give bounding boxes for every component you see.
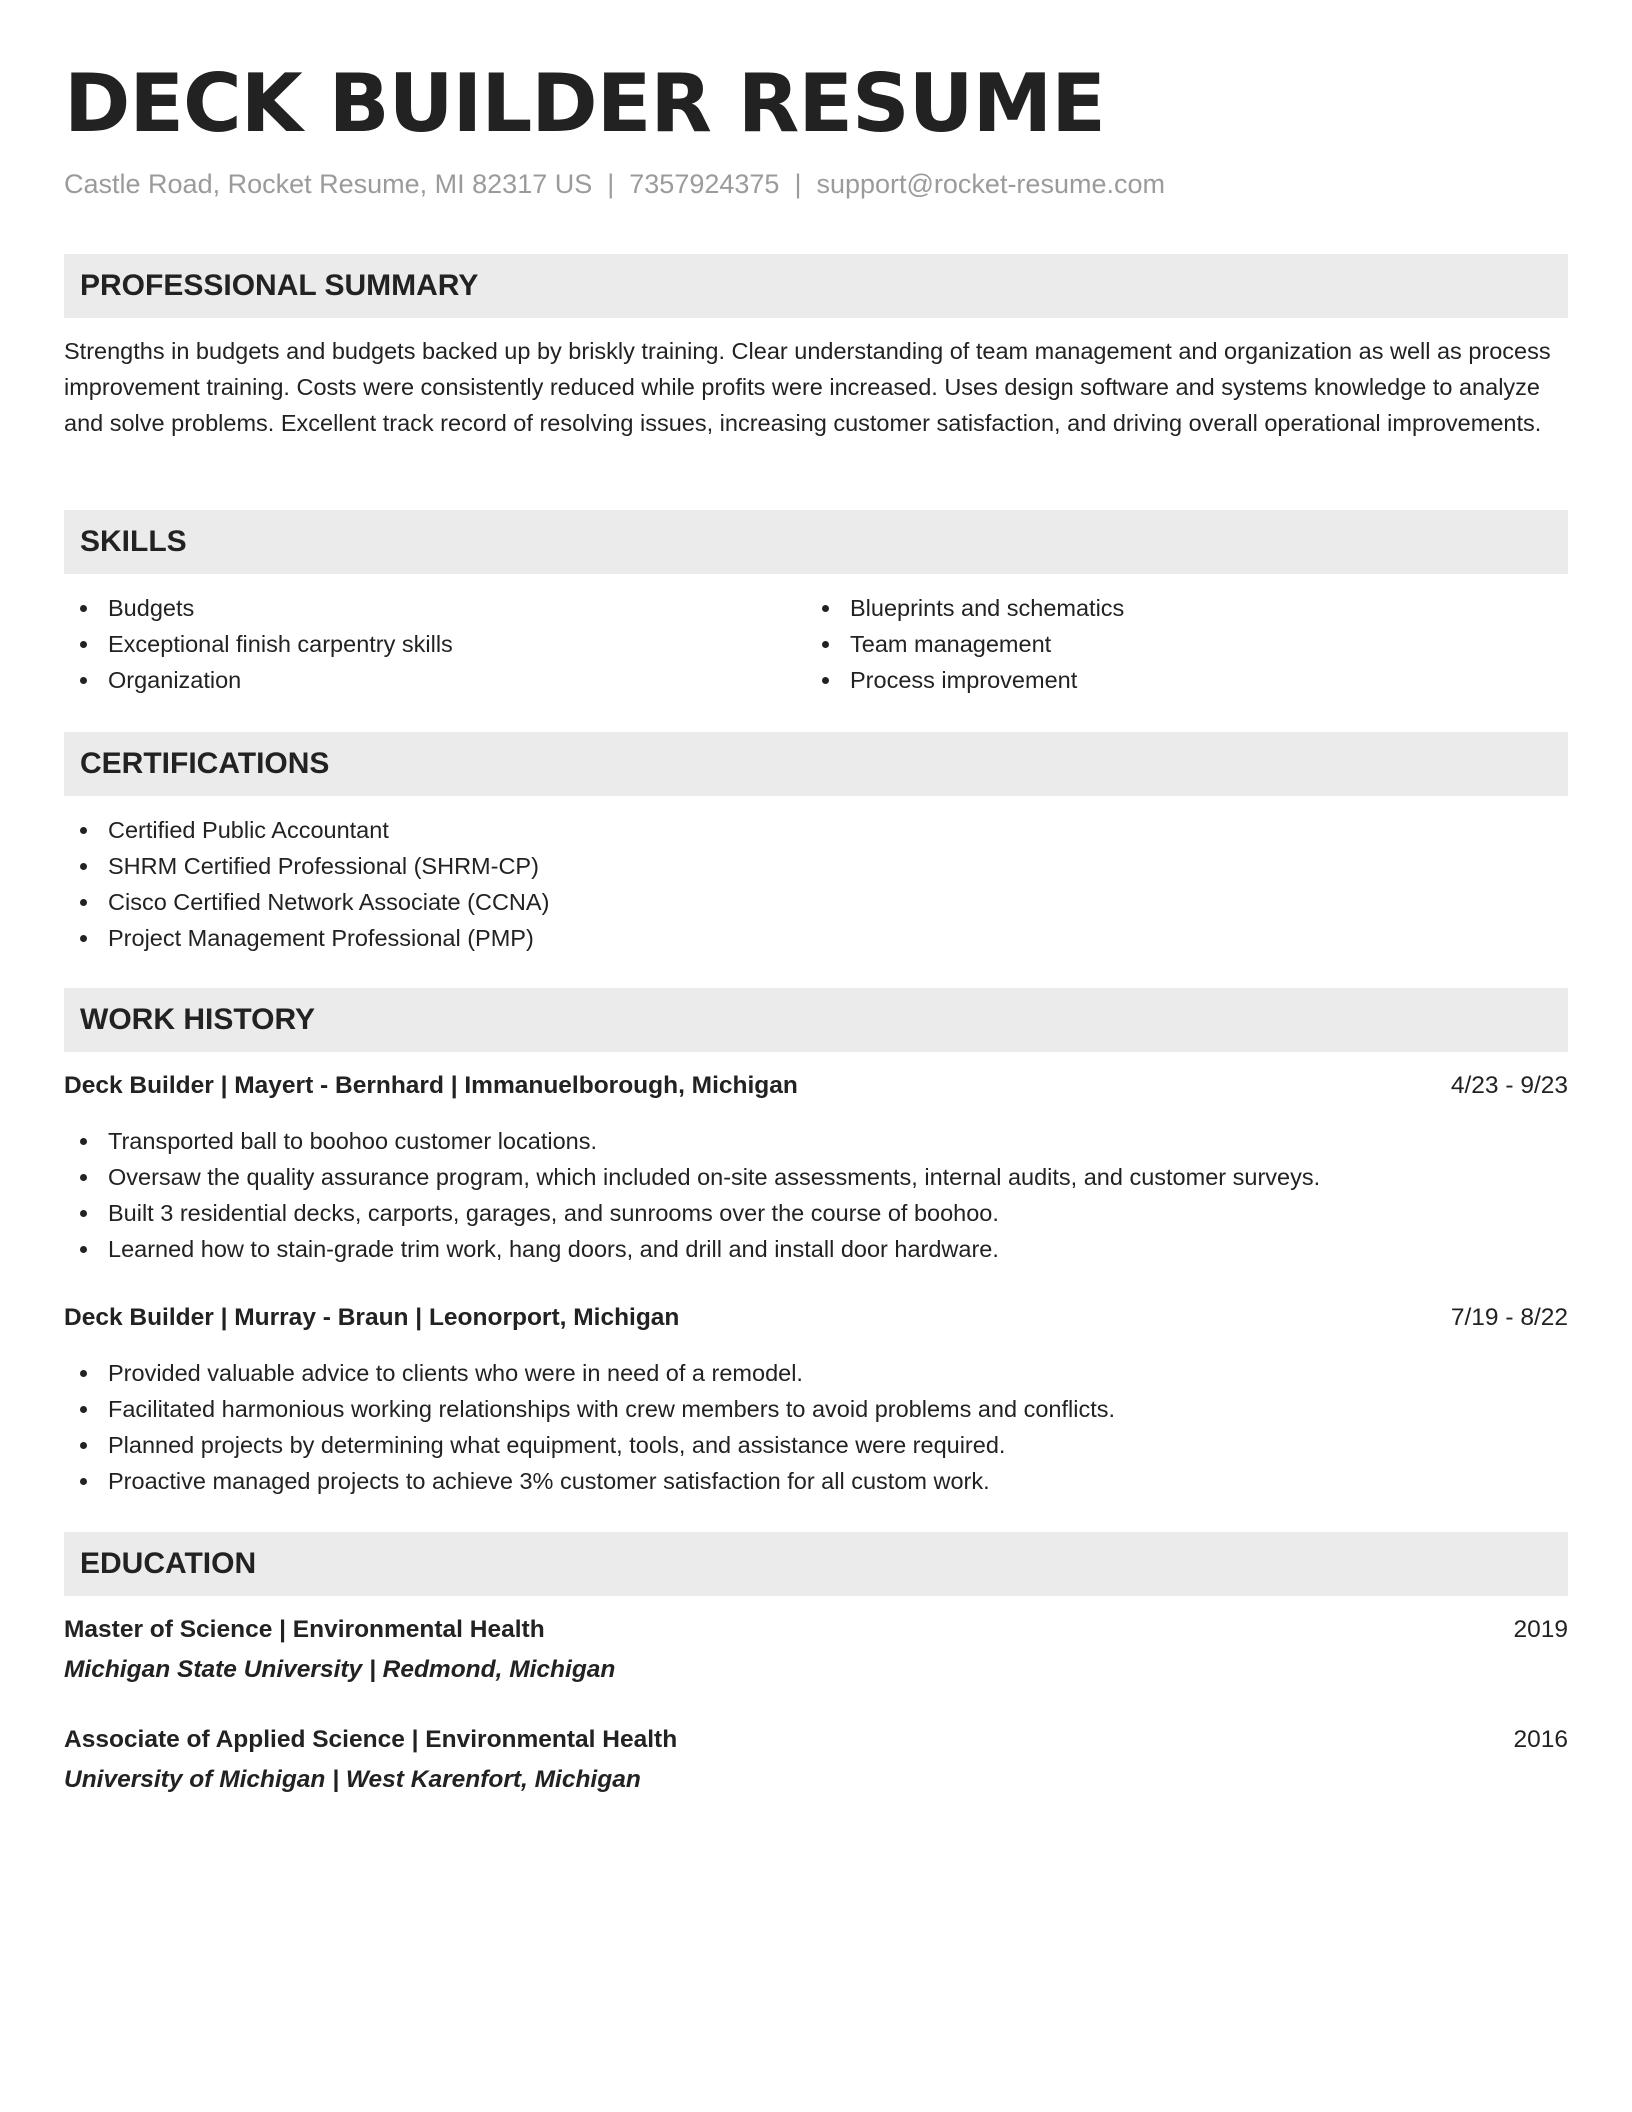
job-dates: 4/23 - 9/23 — [1450, 1072, 1568, 1099]
skills-list-left — [64, 590, 453, 698]
job-header — [64, 1068, 1568, 1104]
contact-separator: | — [607, 169, 615, 199]
job-title: Deck Builder | Mayert - Bernhard | Immanuelborough, Michigan — [64, 1072, 798, 1099]
skill-item: Exceptional finish carpentry skills — [64, 626, 453, 662]
job-bullets — [64, 1355, 1115, 1499]
skill-item: Team management — [806, 626, 1124, 662]
education-school: Michigan State University | Redmond, Michigan — [64, 1656, 616, 1683]
certifications-section-title: CERTIFICATIONS — [80, 747, 330, 780]
summary-text: Strengths in budgets and budgets backed up by briskly training. Clear understanding of team management and organization as well as process improvement training. Costs were consistently reduced while profits were increased. Uses design software and systems knowledge to analyze and solve problems. Excellent track record of resolving issues, increasing customer satisfaction, and driving overall operational improvements. — [64, 338, 1551, 436]
job-bullet: Planned projects by determining what equipment, tools, and assistance were required. — [64, 1427, 1115, 1463]
education-degree: Associate of Applied Science | Environmental Health — [64, 1726, 678, 1753]
contact-separator: | — [794, 169, 802, 199]
job-bullet: Learned how to stain-grade trim work, hang doors, and drill and install door hardware. — [64, 1231, 1320, 1267]
contact-address: Castle Road, Rocket Resume, MI 82317 US — [64, 169, 593, 199]
job-bullet: Built 3 residential decks, carports, garages, and sunrooms over the course of boohoo. — [64, 1195, 1320, 1231]
job-bullet: Oversaw the quality assurance program, which included on-site assessments, internal audits, and customer surveys. — [64, 1159, 1320, 1195]
job-bullet: Facilitated harmonious working relationships with crew members to avoid problems and conflicts. — [64, 1391, 1115, 1427]
job-dates: 7/19 - 8/22 — [1450, 1304, 1568, 1331]
certification-item: SHRM Certified Professional (SHRM-CP) — [64, 848, 549, 884]
contact-line — [64, 166, 1165, 202]
summary-section-title: PROFESSIONAL SUMMARY — [80, 269, 479, 302]
education-header — [64, 1722, 1568, 1758]
job-bullet: Provided valuable advice to clients who were in need of a remodel. — [64, 1355, 1115, 1391]
education-school: University of Michigan | West Karenfort, Michigan — [64, 1766, 641, 1793]
certifications-list — [64, 812, 549, 956]
summary-section-header — [64, 254, 1568, 318]
skills-section-header — [64, 510, 1568, 574]
work-section-title: WORK HISTORY — [80, 1003, 316, 1036]
education-section-title: EDUCATION — [80, 1547, 257, 1580]
education-header — [64, 1612, 1568, 1648]
contact-email: support@rocket-resume.com — [816, 169, 1165, 199]
work-section-header — [64, 988, 1568, 1052]
job-title: Deck Builder | Murray - Braun | Leonorport, Michigan — [64, 1304, 680, 1331]
education-degree: Master of Science | Environmental Health — [64, 1616, 545, 1643]
job-bullet: Transported ball to boohoo customer locations. — [64, 1123, 1320, 1159]
certification-item: Certified Public Accountant — [64, 812, 549, 848]
skill-item: Budgets — [64, 590, 453, 626]
job-header — [64, 1300, 1568, 1336]
contact-phone: 7357924375 — [629, 169, 780, 199]
skill-item: Organization — [64, 662, 453, 698]
skill-item: Process improvement — [806, 662, 1124, 698]
skills-section-title: SKILLS — [80, 525, 187, 558]
skill-item: Blueprints and schematics — [806, 590, 1124, 626]
job-bullet: Proactive managed projects to achieve 3% customer satisfaction for all custom work. — [64, 1463, 1115, 1499]
education-year: 2016 — [1513, 1726, 1568, 1753]
certification-item: Cisco Certified Network Associate (CCNA) — [64, 884, 549, 920]
job-bullets — [64, 1123, 1320, 1267]
certifications-section-header — [64, 732, 1568, 796]
education-year: 2019 — [1513, 1616, 1568, 1643]
skills-list-right — [806, 590, 1124, 698]
education-section-header — [64, 1532, 1568, 1596]
resume-title: DECK BUILDER RESUME — [64, 57, 1105, 150]
certification-item: Project Management Professional (PMP) — [64, 920, 549, 956]
